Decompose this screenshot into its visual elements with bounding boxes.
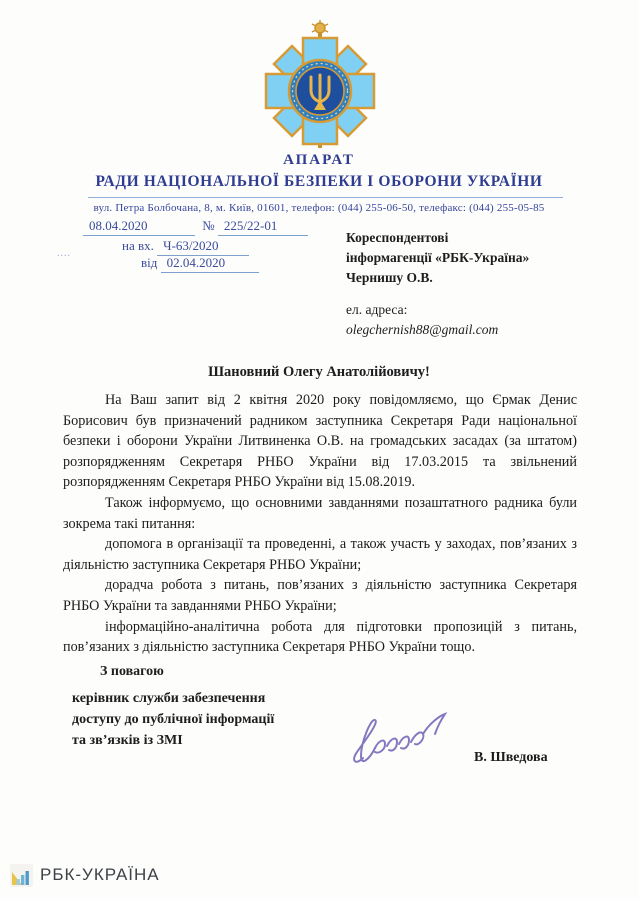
signer-title-line: та зв’язків із ЗМІ bbox=[72, 733, 183, 748]
recipient-email: olegchernish88@gmail.com bbox=[346, 322, 499, 337]
recipient-line1: Кореспондентові bbox=[346, 230, 449, 245]
rbc-ukraine-watermark bbox=[10, 862, 160, 888]
incoming-number: Ч-63/2020 bbox=[157, 238, 249, 256]
incoming-date: 02.04.2020 bbox=[161, 255, 259, 273]
letterhead-divider bbox=[88, 197, 563, 198]
incoming-reg-row bbox=[122, 238, 249, 256]
nsdc-ukraine-emblem-icon bbox=[254, 18, 386, 152]
org-name-line2: РАДИ НАЦІОНАЛЬНОЇ БЕЗПЕКИ І ОБОРОНИ УКРАЇНИ bbox=[95, 173, 543, 190]
body-paragraph: Також інформуємо, що основними завданнями позаштатного радника були зокрема такі питання: bbox=[63, 494, 577, 532]
body-paragraph: допомога в організації та проведенні, а також участь у заходах, пов’язаних з діяльністю заступника Секретаря РНБО України; bbox=[63, 536, 577, 573]
rbc-logo-icon bbox=[10, 864, 33, 887]
regards-line: З повагою bbox=[100, 664, 164, 679]
recipient-block bbox=[346, 228, 596, 340]
signer-title-block bbox=[72, 688, 332, 751]
incoming-label: на вх. bbox=[122, 238, 154, 253]
signer-title-line: керівник служби забезпечення bbox=[72, 691, 266, 706]
email-label: ел. адреса: bbox=[346, 302, 408, 317]
signer-name: В. Шведова bbox=[474, 750, 548, 765]
body-paragraph: інформаційно-аналітична робота для підготовки пропозицій з питань, пов’язаних з діяльністю заступника Секретаря РНБО України тощо. bbox=[63, 618, 577, 656]
outgoing-number: 225/22-01 bbox=[218, 218, 308, 236]
recipient-line2: інформагенції «РБК-Україна» bbox=[346, 250, 530, 265]
letter-body bbox=[63, 390, 577, 658]
outgoing-date: 08.04.2020 bbox=[83, 218, 195, 236]
salutation: Шановний Олегу Анатолійовичу! bbox=[208, 364, 430, 380]
outgoing-reg-row bbox=[83, 218, 308, 236]
signer-title-line: доступу до публічної інформації bbox=[72, 712, 275, 727]
rbc-logo-text: РБК-УКРАЇНА bbox=[40, 865, 160, 884]
margin-dots: .... bbox=[57, 248, 71, 259]
incoming-date-row bbox=[141, 255, 259, 273]
number-sign: № bbox=[202, 218, 215, 233]
body-paragraph: дорадча робота з питань, пов’язаних з діяльністю заступника Секретаря РНБО України та завданнями РНБО України; bbox=[63, 577, 577, 614]
recipient-line3: Чернишу О.В. bbox=[346, 270, 433, 285]
body-paragraph: На Ваш запит від 2 квітня 2020 року повідомляємо, що Єрмак Денис Борисович був призначений радником заступника Секретаря Ради національної безпеки і оборони України Литвиненка О.В. на громадських засадах (за штатом) розпорядженням Секретаря РНБО України від 17.03.2015 та звільнений розпорядженням Секретаря РНБО України від 15.08.2019. bbox=[63, 392, 577, 491]
from-label: від bbox=[141, 255, 158, 270]
org-name-line1: АПАРАТ bbox=[283, 152, 355, 168]
org-address-line: вул. Петра Болбочана, 8, м. Київ, 01601, телефон: (044) 255-06-50, телефакс: (044) 255-05-85 bbox=[93, 202, 545, 214]
handwritten-signature bbox=[345, 700, 460, 785]
